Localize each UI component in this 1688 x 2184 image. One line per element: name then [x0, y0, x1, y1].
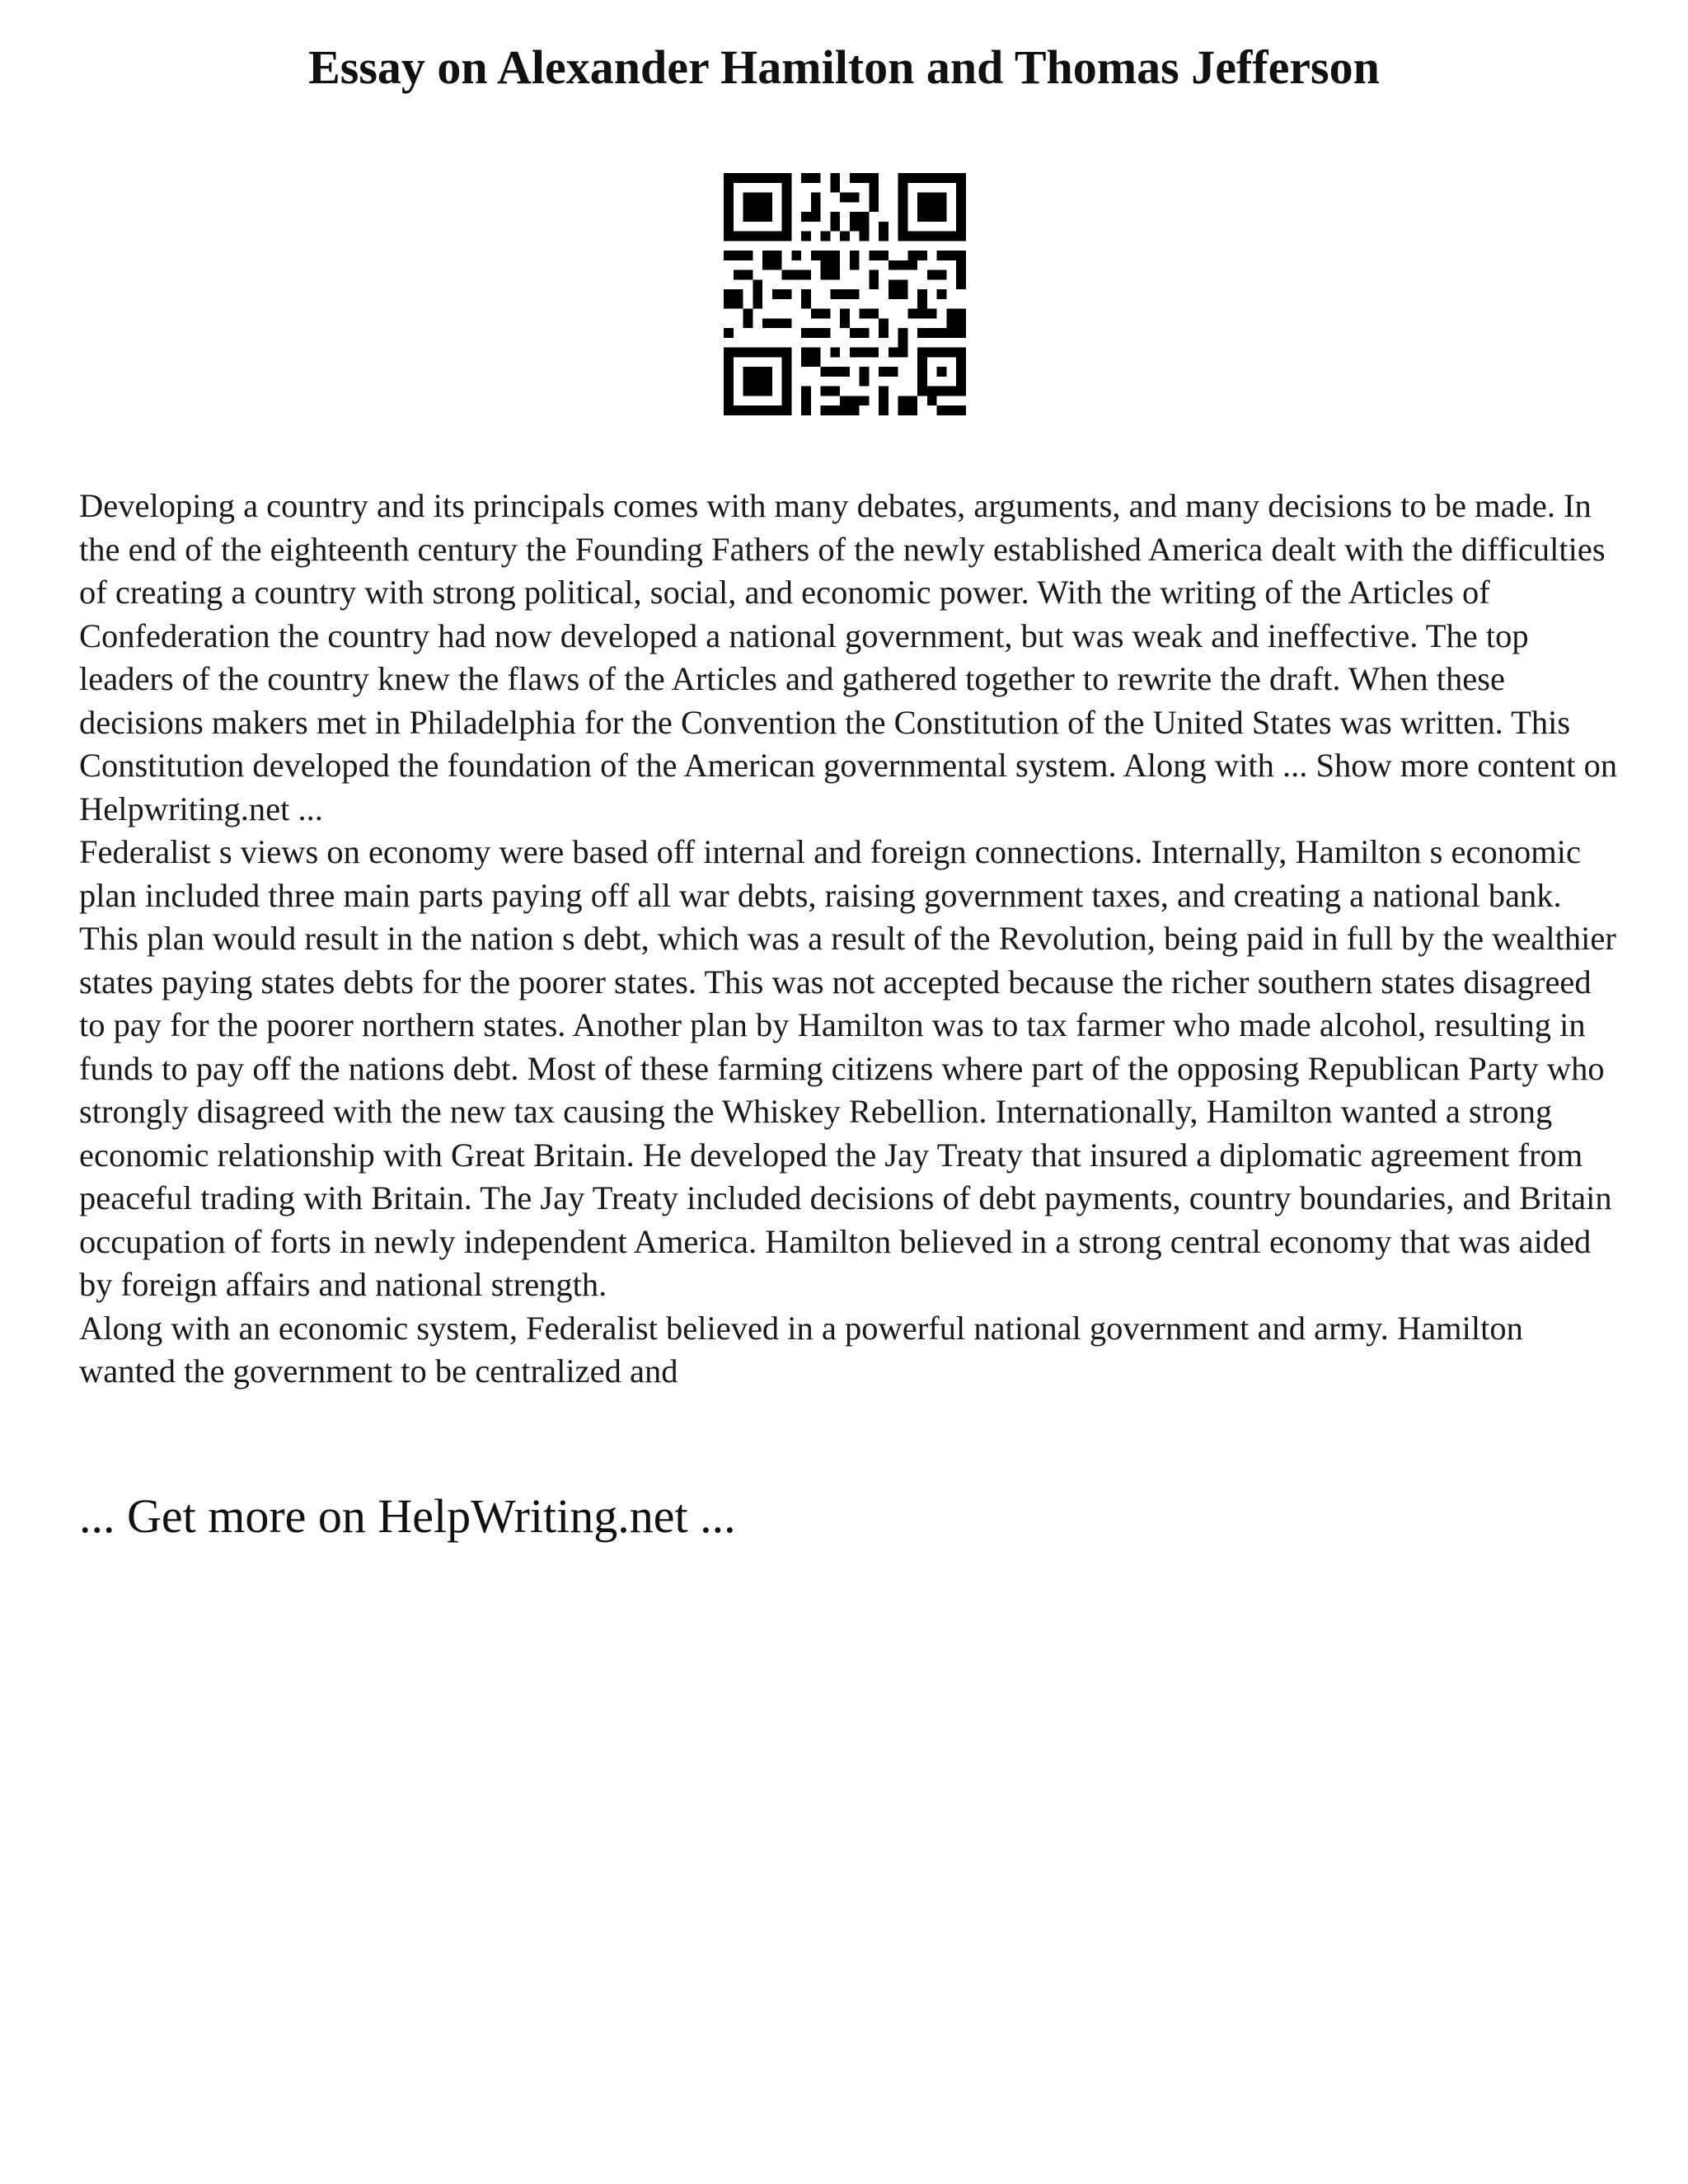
essay-body [79, 485, 1620, 1394]
paragraph: Federalist s views on economy were based off internal and foreign connections. Internally, Hamilton s economic plan included three main parts paying off all war debts, raising government taxes, and creating a national bank. This plan would result in the nation s debt, which was a result of the Revolution, being paid in full by the wealthier states paying states debts for the poorer states. This was not accepted because the richer southern states disagreed to pay for the poorer northern states. Another plan by Hamilton was to tax farmer who made alcohol, resulting in funds to pay off the nations debt. Most of these farming citizens where part of the opposing Republican Party who strongly disagreed with the new tax causing the Whiskey Rebellion. Internationally, Hamilton wanted a strong economic relationship with Great Britain. He developed the Jay Treaty that insured a diplomatic agreement from peaceful trading with Britain. The Jay Treaty included decisions of debt payments, country boundaries, and Britain occupation of forts in newly independent America. Hamilton believed in a strong central economy that was aided by foreign affairs and national strength. [79, 833, 1616, 1303]
get-more-link[interactable]: ... Get more on HelpWriting.net ... [79, 1489, 736, 1543]
paragraph: Along with an economic system, Federalist believed in a powerful national government and army. Hamilton wanted the government to be centralized and [79, 1309, 1523, 1390]
page-title: Essay on Alexander Hamilton and Thomas Jefferson [308, 40, 1380, 94]
paragraph: Developing a country and its principals comes with many debates, arguments, and many decisions to be made. In the end of the eighteenth century the Founding Fathers of the newly established America dealt with the difficulties of creating a country with strong political, social, and economic power. With the writing of the Articles of Confederation the country had now developed a national government, but was weak and ineffective. The top leaders of the country knew the flaws of the Articles and gathered together to rewrite the draft. When these decisions makers met in Philadelphia for the Convention the Constitution of the United States was written. This Constitution developed the foundation of the American governmental system. Along with ... Show more content on Helpwriting.net ... [79, 487, 1618, 827]
qr-code-icon [724, 173, 966, 415]
